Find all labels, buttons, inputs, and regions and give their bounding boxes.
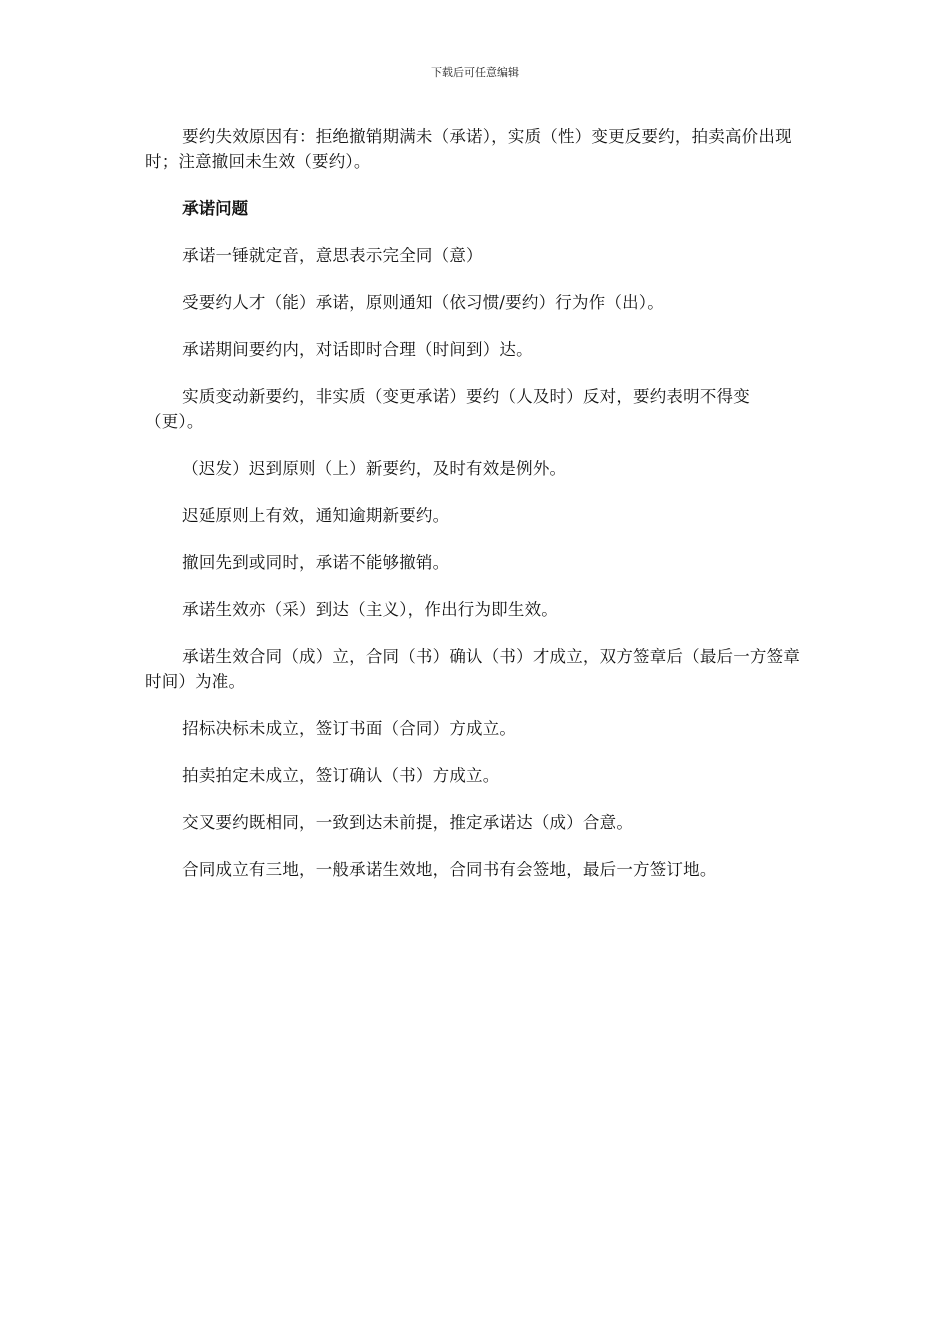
paragraph: 承诺生效合同（成）立，合同（书）确认（书）才成立，双方签章后（最后一方签章时间）为准。 xyxy=(145,647,801,691)
paragraph-offer-invalidity: 要约失效原因有：拒绝撤销期满未（承诺），实质（性）变更反要约，拍卖高价出现时；注意撤回未生效（要约）。 xyxy=(145,127,792,171)
paragraph: 受要约人才（能）承诺，原则通知（依习惯/要约）行为作（出）。 xyxy=(182,293,664,312)
paragraph: 承诺一锤就定音，意思表示完全同（意） xyxy=(182,246,483,265)
paragraph: 招标决标未成立，签订书面（合同）方成立。 xyxy=(182,719,517,738)
paragraph: 实质变动新要约，非实质（变更承诺）要约（人及时）反对，要约表明不得变（更）。 xyxy=(145,387,750,431)
paragraph: 迟延原则上有效，通知逾期新要约。 xyxy=(182,506,450,525)
section-heading: 承诺问题 xyxy=(182,199,249,218)
paragraph: 撤回先到或同时，承诺不能够撤销。 xyxy=(182,553,450,572)
paragraph: 合同成立有三地，一般承诺生效地，合同书有会签地，最后一方签订地。 xyxy=(182,860,717,879)
paragraph: 拍卖拍定未成立，签订确认（书）方成立。 xyxy=(182,766,500,785)
page-header: 下载后可任意编辑 xyxy=(431,66,519,79)
paragraph: 承诺生效亦（采）到达（主义），作出行为即生效。 xyxy=(182,600,558,619)
paragraph: （迟发）迟到原则（上）新要约，及时有效是例外。 xyxy=(182,459,567,478)
paragraph: 承诺期间要约内，对话即时合理（时间到）达。 xyxy=(182,340,533,359)
paragraph: 交叉要约既相同，一致到达未前提，推定承诺达（成）合意。 xyxy=(182,813,634,832)
document-body xyxy=(145,124,805,904)
